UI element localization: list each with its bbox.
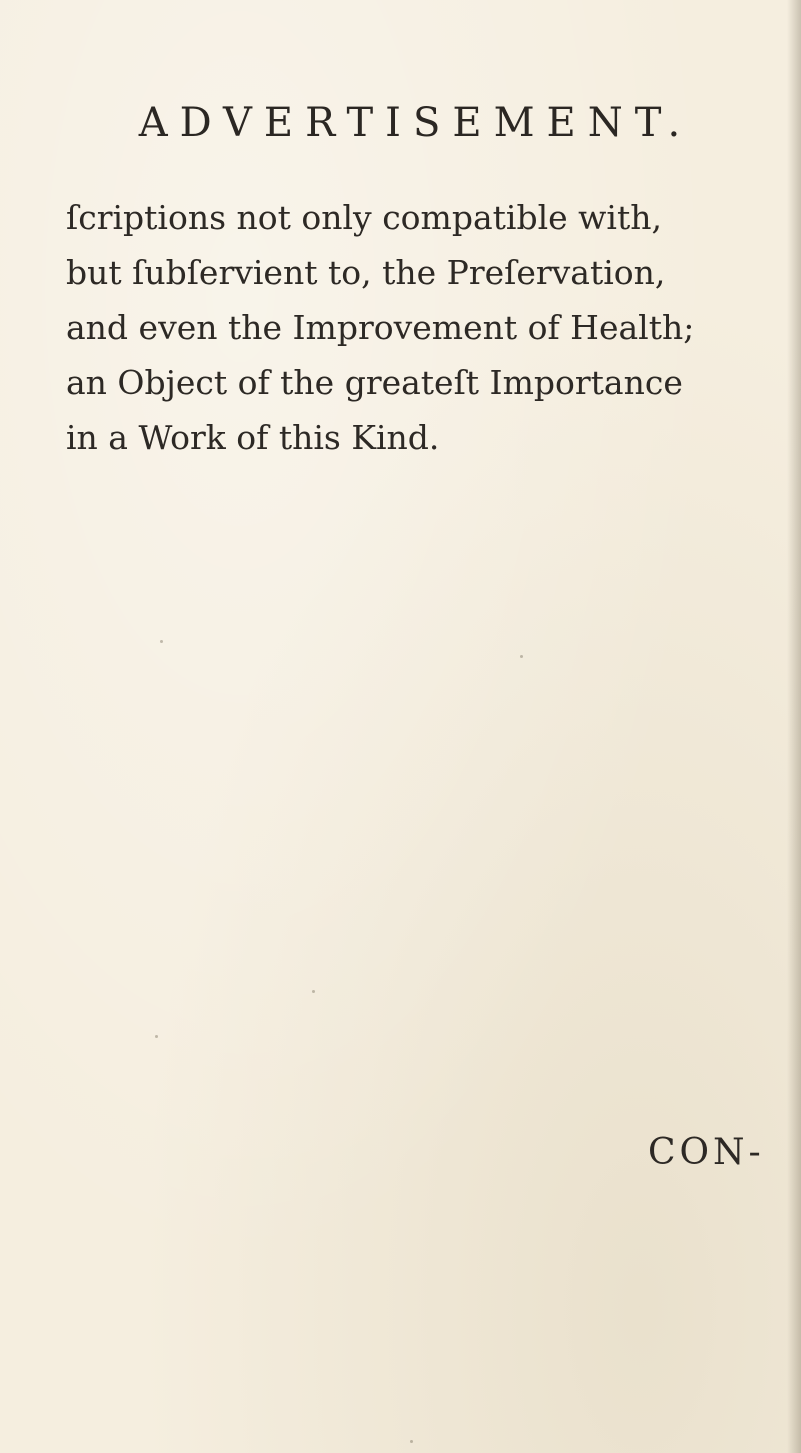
paper-speck: [160, 640, 163, 643]
paper-speck: [312, 990, 315, 993]
text-line-4: an Object of the greateſt Importance: [66, 363, 683, 402]
text-line-1: ſcriptions not only compatible with,: [66, 198, 662, 237]
catchword: CON-: [648, 1132, 765, 1173]
text-line-2: but ſubſervient to, the Preſervation,: [66, 253, 666, 292]
page-header: ADVERTISEMENT.: [138, 100, 693, 146]
page-edge-shadow: [787, 0, 801, 1453]
paper-speck: [155, 1035, 158, 1038]
paper-speck: [410, 1440, 413, 1443]
text-line-3: and even the Improvement of Health;: [66, 308, 695, 347]
body-text: [66, 190, 756, 465]
paper-speck: [520, 655, 523, 658]
text-line-5: in a Work of this Kind.: [66, 418, 440, 457]
